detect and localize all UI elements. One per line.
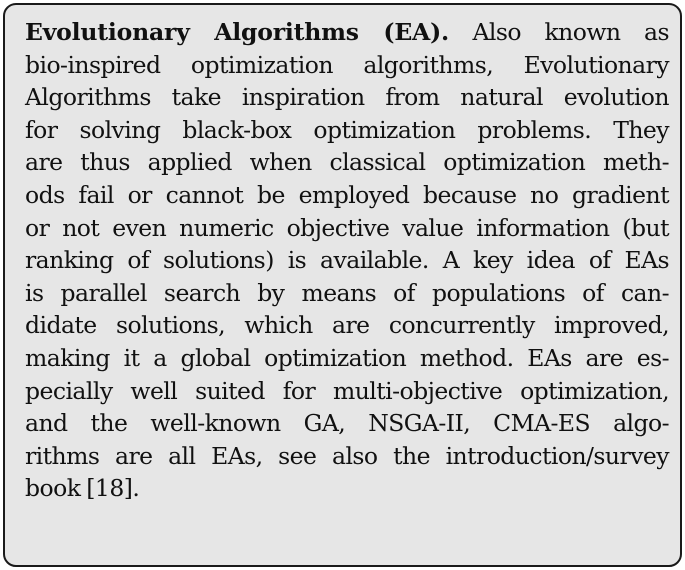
- text-line: [25, 16, 669, 49]
- definition-text-start: Also known as: [472, 18, 669, 46]
- text-line: ods fail or cannot be employed because no gradient: [25, 180, 669, 209]
- text-line: didate solutions, which are concurrently improved,: [25, 311, 669, 340]
- text-line: for solving black-box optimization problems. They: [25, 115, 669, 144]
- text-line: and the well-known GA, NSGA-II, CMA-ES algo-: [25, 409, 669, 438]
- text-line: or not even numeric objective value information (but: [25, 213, 669, 242]
- text-line: is parallel search by means of populations of can-: [25, 278, 669, 307]
- text-line: pecially well suited for multi-objective optimization,: [25, 376, 669, 405]
- definition-heading: Evolutionary Algorithms (EA).: [25, 18, 449, 46]
- text-line: making it a global optimization method. EAs are es-: [25, 343, 669, 372]
- definition-box: [3, 3, 682, 567]
- text-line: ranking of solutions) is available. A key idea of EAs: [25, 246, 669, 275]
- text-line: are thus applied when classical optimization meth-: [25, 148, 669, 177]
- text-line: book [18].: [25, 474, 140, 503]
- definition-text: [25, 16, 669, 505]
- text-line: rithms are all EAs, see also the introduction/survey: [25, 441, 669, 470]
- text-line: Algorithms take inspiration from natural evolution: [25, 83, 669, 112]
- text-line: bio-inspired optimization algorithms, Evolutionary: [25, 50, 669, 79]
